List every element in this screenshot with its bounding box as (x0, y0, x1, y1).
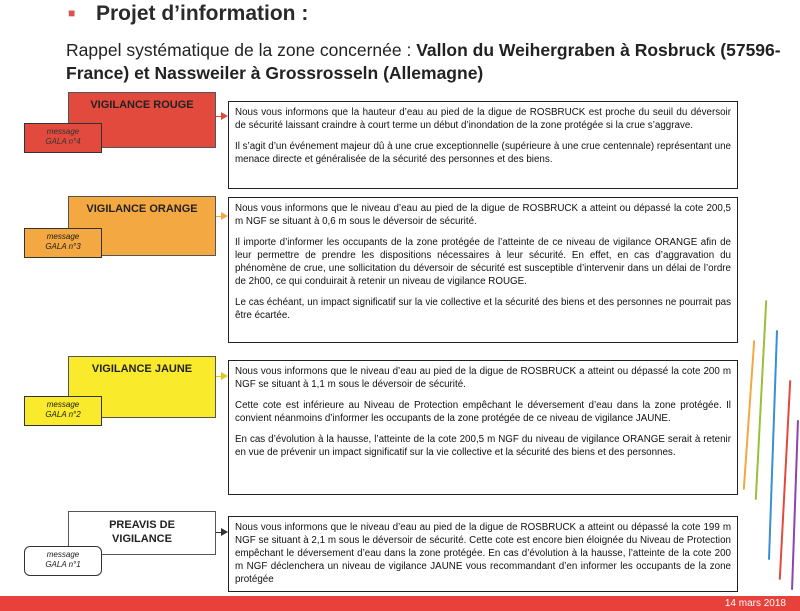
message-word: message (46, 232, 80, 241)
zone-subtitle (66, 39, 786, 85)
paragraph: Nous vous informons que le niveau d’eau au pied de la digue de ROSBRUCK a atteint ou dépassé la cote 199 m NGF se situant à 2,1 m sous le déversoir de sécurité. Cette cote est encore bien éloignée du Niveau de Protection empêchant le déversement d’eau dans la zone protégée. En cas d’évolution à la hausse, l’atteinte de la cote 200 m NGF déclenchera un niveau de vigilance JAUNE vous recommandant d’en informer les occupants de la zone protégée (235, 522, 731, 585)
message-gala-4 (24, 123, 102, 153)
preavis-line-2: VIGILANCE (112, 533, 172, 545)
bullet-icon: ■ (68, 6, 76, 20)
subtitle-place: Vallon du Weihergraben à Rosbruck (57596-France) et Nassweiler à Grossrosseln (Allemagne) (66, 40, 781, 83)
message-word: message (46, 400, 80, 409)
text-box-red (228, 101, 738, 189)
paragraph: Nous vous informons que le niveau d’eau au pied de la digue de ROSBRUCK a atteint ou dépassé la cote 200,5 m NGF se situant à 0,6 m sous le déversoir de sécurité. (235, 203, 731, 227)
arrow-orange-icon (216, 216, 226, 217)
text-box-orange (228, 197, 738, 343)
paragraph: Il s’agit d’un événement majeur dû à une crue exceptionnelle (supérieure à une crue centennale) représentant une menace directe et généralisée de la sécurité des personnes et des biens. (235, 141, 731, 165)
message-word: message (46, 550, 80, 559)
decorative-line-icon (791, 420, 799, 590)
paragraph: Nous vous informons que le niveau d’eau au pied de la digue de ROSBRUCK a atteint ou dépassé la cote 200 m NGF se situant à 1,1 m sous le déversoir de sécurité. (235, 366, 731, 390)
paragraph: En cas d’évolution à la hausse, l’atteinte de la cote 200,5 m NGF du niveau de vigilance ORANGE serait à retenir en vue de prévenir un impact significatif sur la vie collective et la sécurité des biens et des personnes. (235, 434, 731, 458)
message-number: GALA n°4 (45, 137, 81, 146)
message-word: message (46, 127, 80, 136)
decorative-line-icon (755, 300, 767, 500)
arrow-red-icon (216, 116, 226, 117)
text-box-yellow (228, 360, 738, 495)
page-title: Projet d’information : (96, 2, 309, 25)
level-yellow-label: VIGILANCE JAUNE (68, 356, 216, 418)
message-gala-1 (24, 546, 102, 576)
footer-bar (0, 596, 800, 611)
arrow-yellow-icon (216, 376, 226, 377)
message-number: GALA n°3 (45, 242, 81, 251)
preavis-line-1: PREAVIS DE (109, 519, 175, 531)
text-box-preavis (228, 516, 738, 592)
level-red-label: VIGILANCE ROUGE (68, 92, 216, 148)
paragraph: Nous vous informons que la hauteur d’eau au pied de la digue de ROSBRUCK est proche du seuil du déversoir de sécurité laissant craindre à court terme un début d’inondation de la zone protégée si la crue s’aggrave. (235, 107, 731, 131)
decorative-line-icon (779, 380, 791, 580)
arrow-preavis-icon (216, 532, 226, 533)
message-gala-3 (24, 228, 102, 258)
message-number: GALA n°2 (45, 410, 81, 419)
footer-date: 14 mars 2018 (724, 598, 786, 609)
subtitle-prefix: Rappel systématique de la zone concernée : (66, 40, 417, 60)
message-gala-2 (24, 396, 102, 426)
paragraph: Cette cote est inférieure au Niveau de Protection empêchant le déversement d’eau dans la zone protégée. Il convient néanmoins d’informer les occupants de la zone protégée de ce niveau de vigilance JAUNE. (235, 400, 731, 424)
decorative-line-icon (743, 340, 755, 490)
level-orange-label: VIGILANCE ORANGE (68, 196, 216, 256)
message-number: GALA n°1 (45, 560, 81, 569)
paragraph: Il importe d’informer les occupants de la zone protégée de l’atteinte de ce niveau de vigilance ORANGE afin de leur permettre de prendre les dispositions nécessaires à leur sécurité. En effet, en cas d’aggravation du phénomène de crue, une sollicitation du déversoir de sécurité est susceptible d’intervenir dans un délai de l’ordre de 2h00, ce qui conduirait à retenir un niveau de vigilance ROUGE. (235, 237, 731, 287)
decorative-line-icon (768, 330, 778, 560)
paragraph: Le cas échéant, un impact significatif sur la vie collective et la sécurité des biens et des personnes ne pourrait pas être écartée. (235, 297, 731, 321)
